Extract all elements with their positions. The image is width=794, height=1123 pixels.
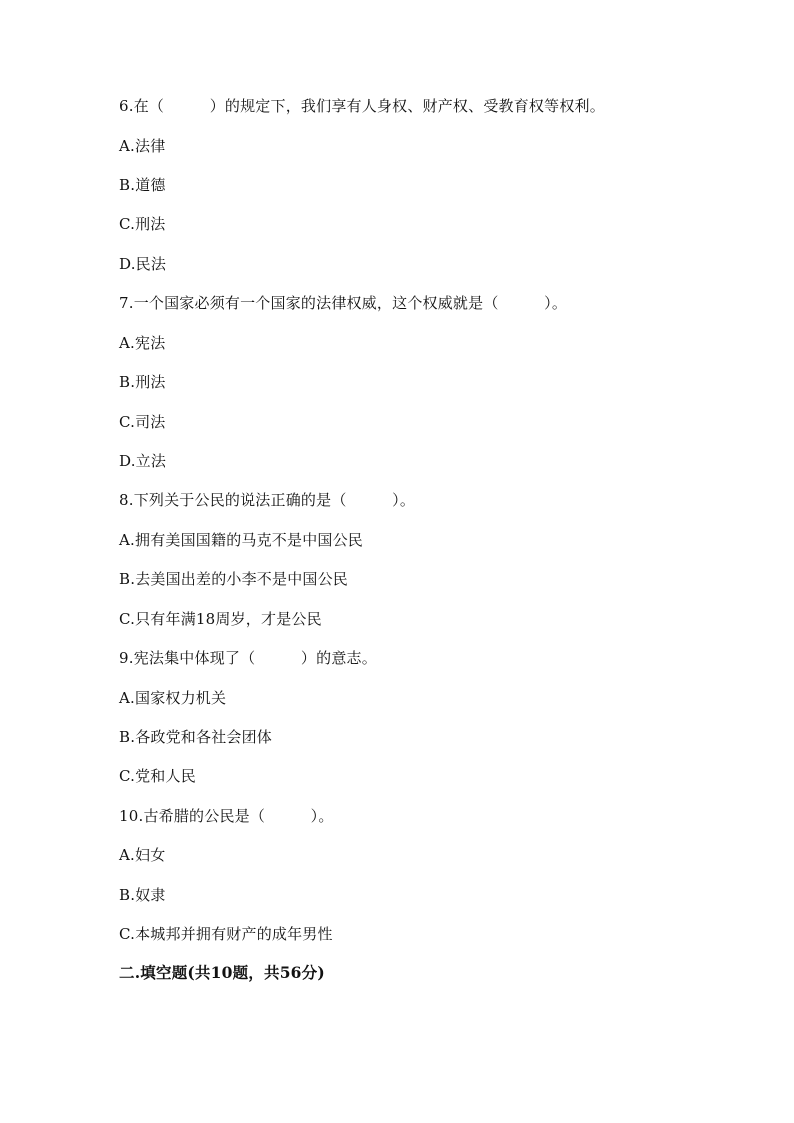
question-6-option-c: C.刑法: [119, 215, 166, 233]
question-7-option-b: B.刑法: [119, 373, 166, 391]
question-9-option-c: C.党和人民: [119, 767, 196, 785]
question-6-stem: 6.在（ ）的规定下，我们享有人身权、财产权、受教育权等权利。: [119, 97, 605, 115]
question-9-option-b: B.各政党和各社会团体: [119, 728, 272, 746]
question-6-option-d: D.民法: [119, 255, 167, 273]
question-9-stem: 9.宪法集中体现了（ ）的意志。: [119, 649, 377, 667]
question-10-option-a: A.妇女: [119, 846, 166, 864]
question-9-option-a: A.国家权力机关: [119, 689, 227, 707]
question-7-option-c: C.司法: [119, 413, 166, 431]
question-8-option-b: B.去美国出差的小李不是中国公民: [119, 570, 348, 588]
question-10-option-c: C.本城邦并拥有财产的成年男性: [119, 925, 333, 943]
section-title: 二.填空题(共10题，共56分): [119, 963, 325, 982]
question-10-stem: 10.古希腊的公民是（ ）。: [119, 807, 334, 825]
question-7-option-d: D.立法: [119, 452, 167, 470]
question-6-option-b: B.道德: [119, 176, 166, 194]
question-8-option-c: C.只有年满18周岁，才是公民: [119, 610, 322, 628]
question-6-option-a: A.法律: [119, 137, 166, 155]
question-8-option-a: A.拥有美国国籍的马克不是中国公民: [119, 531, 364, 549]
question-10-option-b: B.奴隶: [119, 886, 166, 904]
question-7-stem: 7.一个国家必须有一个国家的法律权威，这个权威就是（ ）。: [119, 294, 568, 312]
question-7-option-a: A.宪法: [119, 334, 166, 352]
question-8-stem: 8.下列关于公民的说法正确的是（ ）。: [119, 491, 416, 509]
